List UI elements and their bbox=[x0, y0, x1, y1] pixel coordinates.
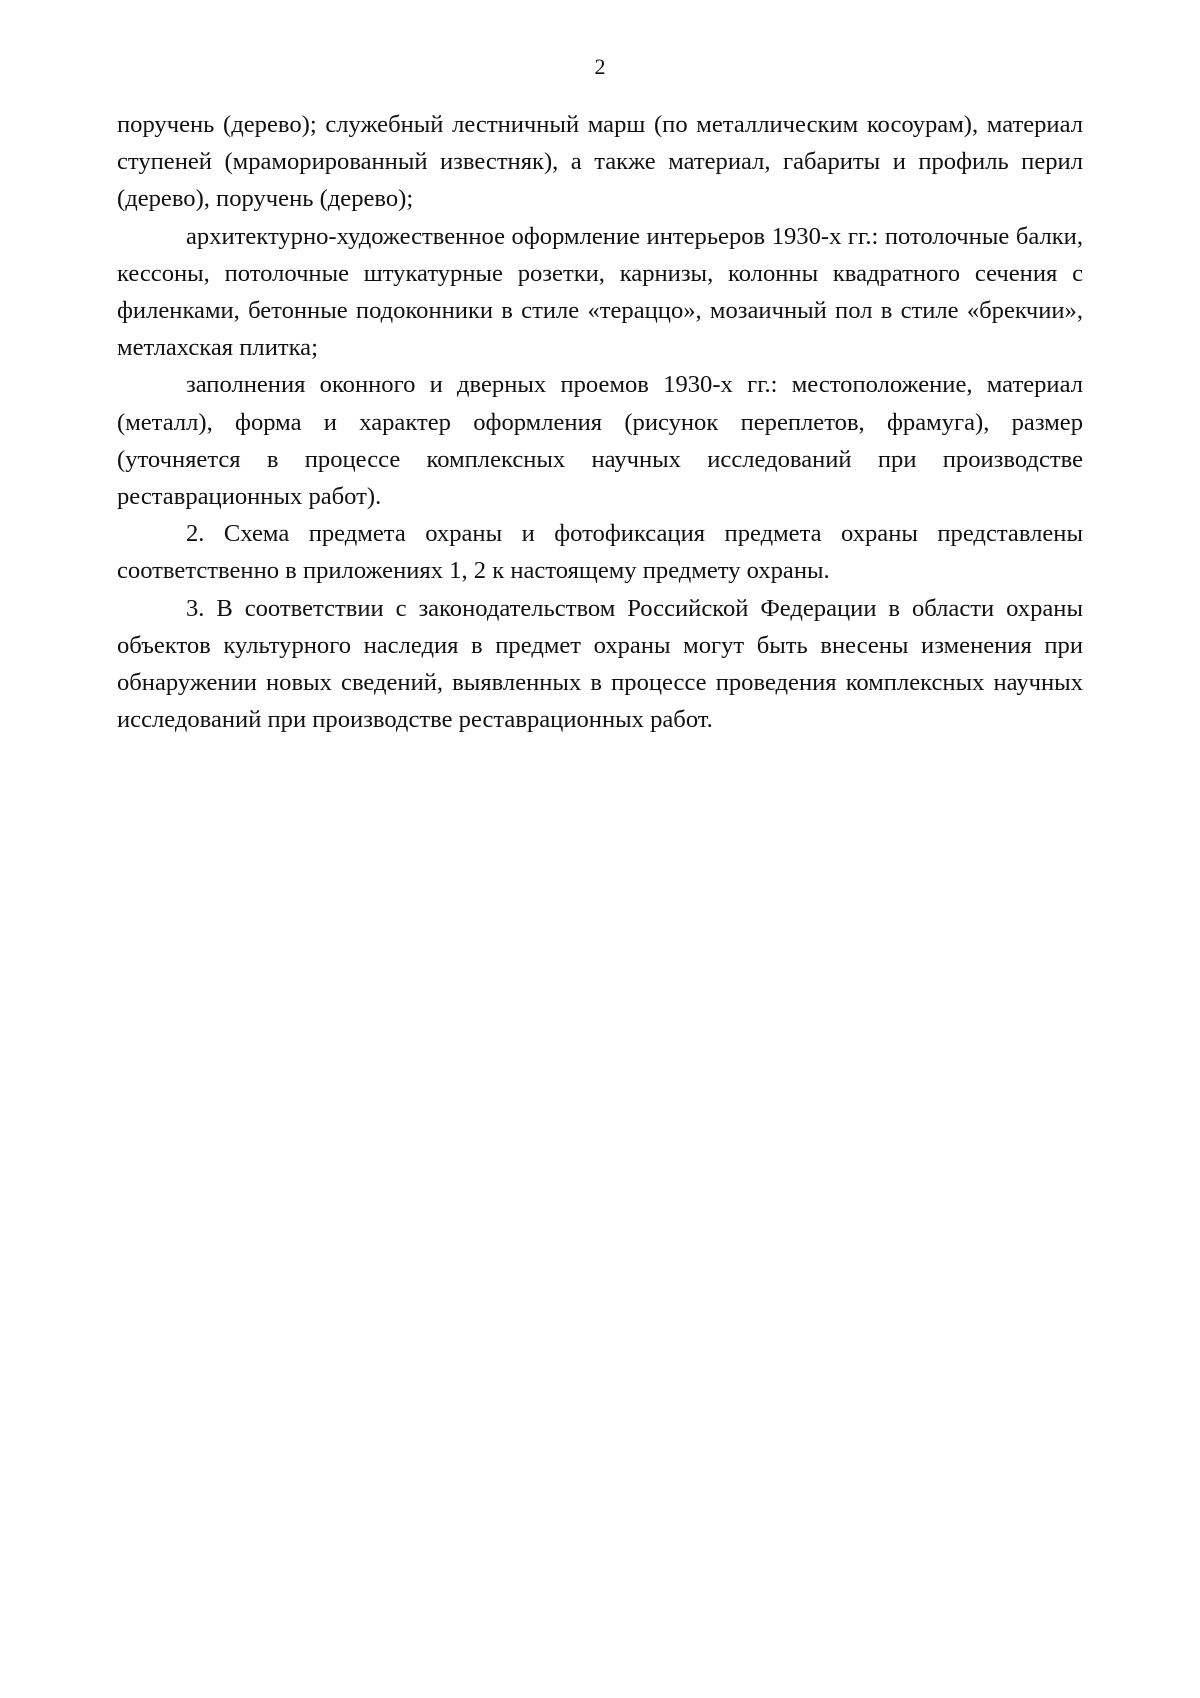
page-number: 2 bbox=[594, 54, 606, 79]
paragraph-window-door-fillings: заполнения оконного и дверных проемов 1930-х гг.: местоположение, материал (металл), форма и характер оформления (рисунок переплетов, фрамуга), размер (уточняется в процессе комплексных научных исследований при производстве реставрационных работ). bbox=[117, 371, 1083, 511]
paragraph-item-3-changes: 3. В соответствии с законодательством Российской Федерации в области охраны объектов культурного наследия в предмет охраны могут быть внесены изменения при обнаружении новых сведений, выявленных в процессе проведения комплексных научных исследований при производстве реставрационных работ. bbox=[117, 594, 1083, 734]
paragraph-interior-decoration: архитектурно-художественное оформление интерьеров 1930-х гг.: потолочные балки, кессоны, потолочные штукатурные розетки, карнизы, колонны квадратного сечения с филенками, бетонные подоконники в стиле «тераццо», мозаичный пол в стиле «брекчии», метлахская плитка; bbox=[117, 222, 1083, 362]
paragraph-handrail-continuation: поручень (дерево); служебный лестничный марш (по металлическим косоурам), материал ступеней (мраморированный известняк), а также материал, габариты и профиль перил (дерево), поручень (дерево); bbox=[117, 111, 1083, 213]
document-body bbox=[117, 106, 1083, 738]
paragraph-item-2-scheme: 2. Схема предмета охраны и фотофиксация предмета охраны представлены соответственно в приложениях 1, 2 к настоящему предмету охраны. bbox=[117, 520, 1083, 585]
